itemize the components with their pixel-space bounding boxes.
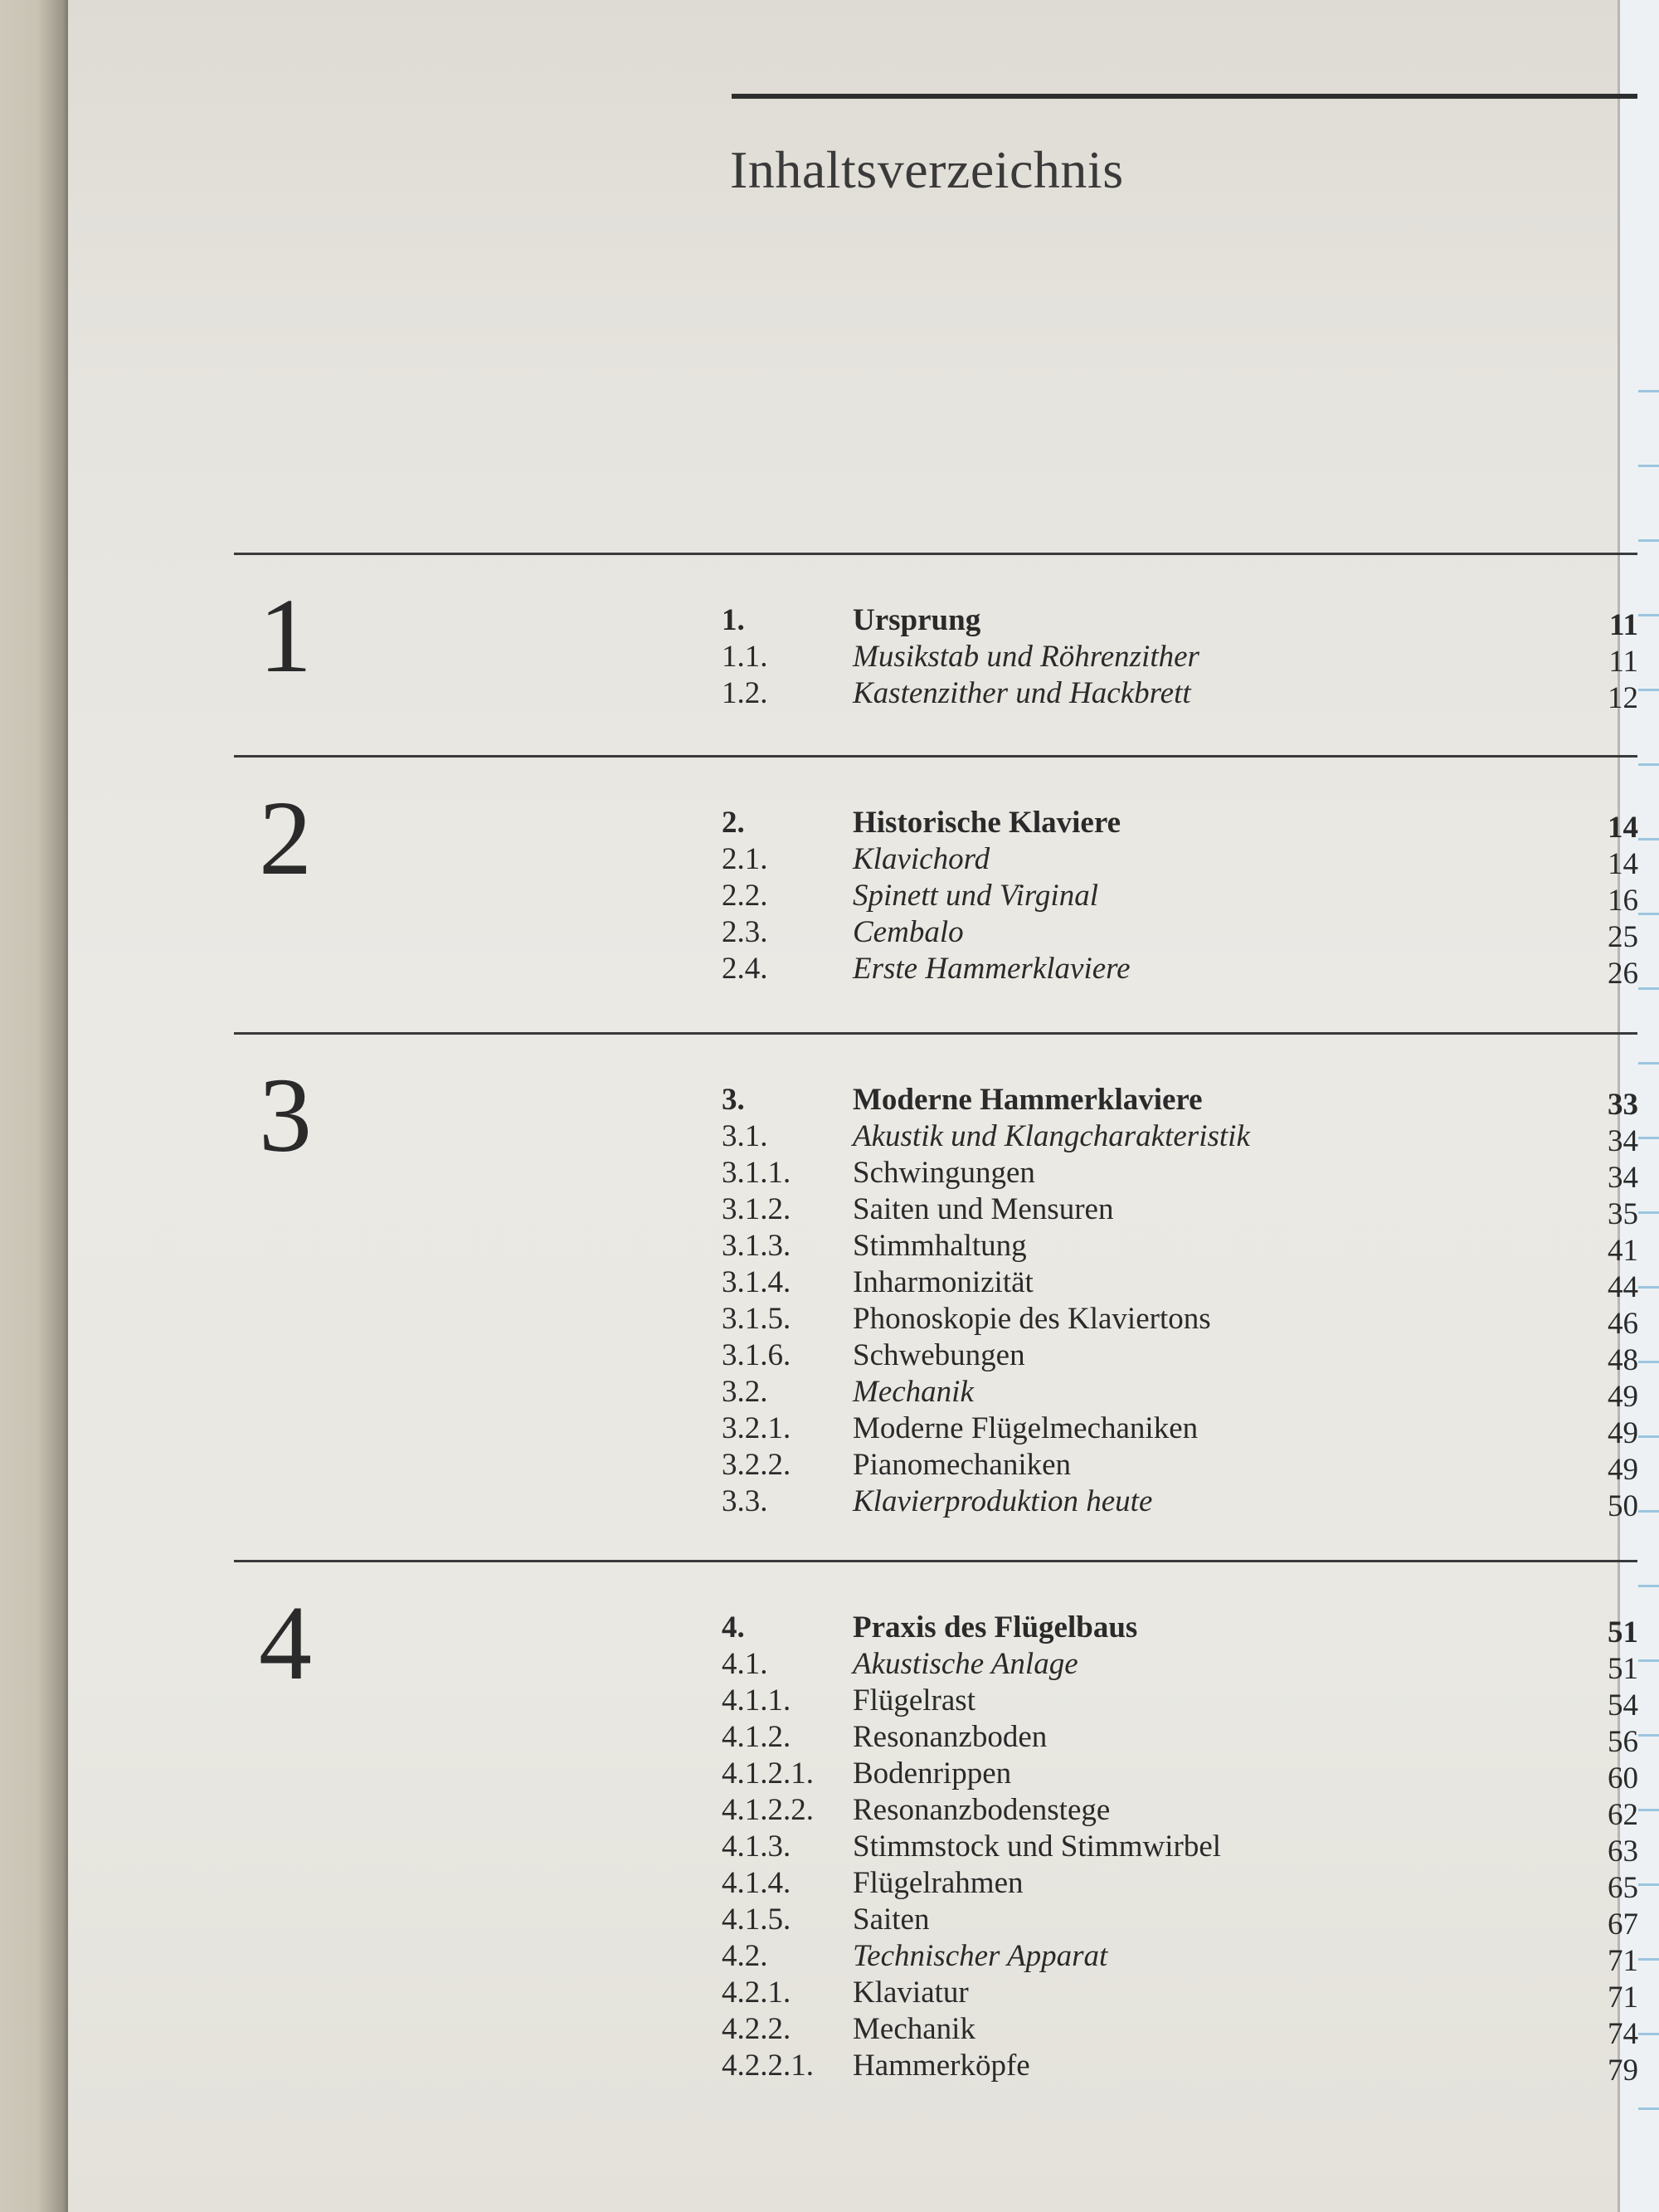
entry-number: 4.1.2.1. xyxy=(722,1756,814,1791)
entry-number: 3.1.6. xyxy=(722,1338,791,1372)
entry-title: Historische Klaviere xyxy=(853,806,1121,840)
toc-entry[interactable] xyxy=(722,1447,1638,1487)
entry-title: Schwingungen xyxy=(853,1156,1035,1190)
entry-number: 4.2.2.1. xyxy=(722,2049,814,2083)
ruled-line-tick xyxy=(1638,1062,1659,1065)
entry-number: 2.4. xyxy=(722,952,768,986)
entry-title: Mechanik xyxy=(853,1375,974,1409)
entry-title: Stimmhaltung xyxy=(853,1229,1027,1263)
entry-page: 67 xyxy=(1608,1907,1638,1942)
book-page xyxy=(68,0,1638,2212)
entry-page: 11 xyxy=(1609,608,1638,642)
toc-entry[interactable] xyxy=(722,1902,1638,1942)
toc-entry[interactable] xyxy=(722,1610,1638,1649)
entry-number: 3.3. xyxy=(722,1484,768,1518)
entry-title: Phonoskopie des Klaviertons xyxy=(853,1302,1211,1336)
toc-entry[interactable] xyxy=(722,1374,1638,1414)
toc-entry[interactable] xyxy=(722,1792,1638,1832)
entry-number: 3.1.3. xyxy=(722,1229,791,1263)
entry-title: Moderne Hammerklaviere xyxy=(853,1083,1203,1117)
ruled-line-tick xyxy=(1638,1361,1659,1363)
entry-title: Saiten und Mensuren xyxy=(853,1192,1114,1226)
entry-number: 3.2.2. xyxy=(722,1448,791,1482)
entry-page: 49 xyxy=(1608,1380,1638,1414)
section-rule xyxy=(234,553,1637,555)
entry-number: 3.2. xyxy=(722,1375,768,1409)
entry-page: 60 xyxy=(1608,1761,1638,1795)
entry-page: 51 xyxy=(1608,1615,1638,1649)
entry-number: 2.3. xyxy=(722,915,768,949)
ruled-line-tick xyxy=(1638,987,1659,990)
toc-entry[interactable] xyxy=(722,1719,1638,1759)
entry-page: 49 xyxy=(1608,1453,1638,1487)
toc-entries xyxy=(722,1610,1638,2088)
entry-page: 63 xyxy=(1608,1834,1638,1869)
entry-page: 62 xyxy=(1608,1798,1638,1832)
entry-title: Technischer Apparat xyxy=(853,1939,1108,1973)
entry-number: 4.1.1. xyxy=(722,1683,791,1717)
toc-entry[interactable] xyxy=(722,675,1638,715)
entry-number: 3.1.2. xyxy=(722,1192,791,1226)
entry-number: 4.1.3. xyxy=(722,1830,791,1864)
entry-number: 3. xyxy=(722,1083,745,1117)
page-title: Inhaltsverzeichnis xyxy=(730,140,1124,199)
entry-title: Pianomechaniken xyxy=(853,1448,1072,1482)
entry-number: 1.2. xyxy=(722,676,768,710)
entry-title: Erste Hammerklaviere xyxy=(853,952,1131,986)
entry-number: 2.2. xyxy=(722,879,768,913)
toc-entry[interactable] xyxy=(722,1646,1638,1686)
ruled-line-tick xyxy=(1638,465,1659,467)
entry-page: 34 xyxy=(1608,1161,1638,1195)
entry-title: Akustik und Klangcharakteristik xyxy=(853,1119,1250,1153)
entry-title: Praxis des Flügelbaus xyxy=(853,1610,1138,1644)
toc-entries xyxy=(722,805,1638,991)
entry-number: 4.1. xyxy=(722,1647,768,1681)
entry-title: Akustische Anlage xyxy=(853,1647,1078,1681)
ruled-line-tick xyxy=(1638,2033,1659,2035)
entry-page: 16 xyxy=(1608,884,1638,918)
toc-entry[interactable] xyxy=(722,1082,1638,1122)
entry-number: 1. xyxy=(722,603,745,637)
entry-title: Musikstab und Röhrenzither xyxy=(853,640,1199,674)
ruled-line-tick xyxy=(1638,1510,1659,1513)
title-rule xyxy=(732,94,1637,99)
entry-page: 49 xyxy=(1608,1416,1638,1450)
ruled-line-tick xyxy=(1638,838,1659,840)
entry-number: 2.1. xyxy=(722,842,768,876)
section-number: 2 xyxy=(259,779,312,897)
ruled-line-tick xyxy=(1638,1286,1659,1289)
entry-page: 74 xyxy=(1608,2017,1638,2051)
toc-entry[interactable] xyxy=(722,1228,1638,1268)
entry-page: 34 xyxy=(1608,1124,1638,1158)
ruled-line-tick xyxy=(1638,2107,1659,2110)
section-number: 4 xyxy=(259,1584,312,1702)
entry-title: Klavierproduktion heute xyxy=(853,1484,1153,1518)
entry-title: Schwebungen xyxy=(853,1338,1025,1372)
toc-entry[interactable] xyxy=(722,1484,1638,1523)
entry-page: 54 xyxy=(1608,1688,1638,1722)
ruled-line-tick xyxy=(1638,913,1659,915)
ruled-line-tick xyxy=(1638,614,1659,616)
toc-entry[interactable] xyxy=(722,1301,1638,1341)
toc-entry[interactable] xyxy=(722,2011,1638,2051)
toc-entry[interactable] xyxy=(722,951,1638,991)
entry-page: 14 xyxy=(1608,811,1638,845)
toc-entry[interactable] xyxy=(722,1975,1638,2015)
toc-entry[interactable] xyxy=(722,1829,1638,1869)
entry-title: Saiten xyxy=(853,1903,930,1937)
ruled-line-tick xyxy=(1638,1211,1659,1214)
entry-number: 3.2.1. xyxy=(722,1411,791,1445)
entry-page: 56 xyxy=(1608,1725,1638,1759)
entry-page: 79 xyxy=(1608,2054,1638,2088)
toc-entry[interactable] xyxy=(722,878,1638,918)
toc-entry[interactable] xyxy=(722,1756,1638,1795)
entry-title: Kastenzither und Hackbrett xyxy=(853,676,1191,710)
entry-title: Ursprung xyxy=(853,603,981,637)
toc-entry[interactable] xyxy=(722,1191,1638,1231)
entry-page: 71 xyxy=(1608,1981,1638,2015)
entry-page: 25 xyxy=(1608,920,1638,954)
entry-title: Stimmstock und Stimmwirbel xyxy=(853,1830,1222,1864)
entry-page: 71 xyxy=(1608,1944,1638,1978)
entry-title: Resonanzbodenstege xyxy=(853,1793,1111,1827)
toc-entry[interactable] xyxy=(722,602,1638,642)
entry-number: 4.1.2. xyxy=(722,1720,791,1754)
ruled-line-tick xyxy=(1638,689,1659,691)
toc-entry[interactable] xyxy=(722,1683,1638,1722)
entry-page: 50 xyxy=(1608,1489,1638,1523)
entry-title: Hammerköpfe xyxy=(853,2049,1030,2083)
entry-page: 44 xyxy=(1608,1270,1638,1304)
entry-title: Moderne Flügelmechaniken xyxy=(853,1411,1199,1445)
entry-title: Klaviatur xyxy=(853,1976,969,2010)
ruled-line-tick xyxy=(1638,763,1659,766)
toc-entry[interactable] xyxy=(722,841,1638,881)
entry-page: 65 xyxy=(1608,1871,1638,1905)
entry-number: 4.2.1. xyxy=(722,1976,791,2010)
section-number: 3 xyxy=(259,1056,312,1174)
ruled-line-tick xyxy=(1638,1137,1659,1139)
entry-title: Bodenrippen xyxy=(853,1756,1012,1791)
toc-entry[interactable] xyxy=(722,1155,1638,1195)
toc-entry[interactable] xyxy=(722,2048,1638,2088)
section-rule xyxy=(234,1032,1637,1035)
toc-entries xyxy=(722,1082,1638,1523)
entry-page: 35 xyxy=(1608,1197,1638,1231)
entry-number: 4.1.2.2. xyxy=(722,1793,814,1827)
ruled-line-tick xyxy=(1638,1659,1659,1662)
ruled-line-tick xyxy=(1638,1809,1659,1811)
ruled-line-tick xyxy=(1638,539,1659,542)
entry-page: 46 xyxy=(1608,1307,1638,1341)
toc-entry[interactable] xyxy=(722,1264,1638,1304)
ruled-line-tick xyxy=(1638,390,1659,392)
ruled-line-tick xyxy=(1638,1734,1659,1737)
toc-entry[interactable] xyxy=(722,1938,1638,1978)
entry-page: 26 xyxy=(1608,957,1638,991)
entry-title: Mechanik xyxy=(853,2012,975,2046)
entry-page: 41 xyxy=(1608,1234,1638,1268)
entry-number: 4. xyxy=(722,1610,745,1644)
book-gutter xyxy=(0,0,68,2212)
entry-number: 4.2.2. xyxy=(722,2012,791,2046)
entry-number: 4.1.5. xyxy=(722,1903,791,1937)
toc-entries xyxy=(722,602,1638,715)
entry-title: Flügelrahmen xyxy=(853,1866,1024,1900)
entry-number: 4.2. xyxy=(722,1939,768,1973)
toc-entry[interactable] xyxy=(722,1865,1638,1905)
section-rule xyxy=(234,1560,1637,1562)
entry-title: Spinett und Virginal xyxy=(853,879,1098,913)
ruled-line-tick xyxy=(1638,1958,1659,1961)
entry-title: Flügelrast xyxy=(853,1683,975,1717)
entry-page: 33 xyxy=(1608,1088,1638,1122)
entry-number: 3.1.1. xyxy=(722,1156,791,1190)
entry-title: Inharmonizität xyxy=(853,1265,1034,1299)
toc-entry[interactable] xyxy=(722,1337,1638,1377)
entry-number: 3.1.5. xyxy=(722,1302,791,1336)
toc-entry[interactable] xyxy=(722,1411,1638,1450)
entry-number: 1.1. xyxy=(722,640,768,674)
ruled-line-tick xyxy=(1638,1435,1659,1438)
entry-page: 51 xyxy=(1608,1652,1638,1686)
toc-entry[interactable] xyxy=(722,1118,1638,1158)
section-number: 1 xyxy=(259,577,312,694)
entry-title: Klavichord xyxy=(853,842,990,876)
entry-title: Cembalo xyxy=(853,915,964,949)
entry-number: 2. xyxy=(722,806,745,840)
entry-page: 11 xyxy=(1608,645,1638,679)
ruled-line-tick xyxy=(1638,1585,1659,1587)
toc-entry[interactable] xyxy=(722,914,1638,954)
entry-title: Resonanzboden xyxy=(853,1720,1048,1754)
entry-page: 12 xyxy=(1608,681,1638,715)
entry-number: 3.1. xyxy=(722,1119,768,1153)
toc-entry[interactable] xyxy=(722,805,1638,845)
entry-page: 14 xyxy=(1608,847,1638,881)
entry-page: 48 xyxy=(1608,1343,1638,1377)
entry-number: 4.1.4. xyxy=(722,1866,791,1900)
section-rule xyxy=(234,755,1637,758)
entry-number: 3.1.4. xyxy=(722,1265,791,1299)
ruled-line-tick xyxy=(1638,1883,1659,1886)
toc-entry[interactable] xyxy=(722,639,1638,679)
